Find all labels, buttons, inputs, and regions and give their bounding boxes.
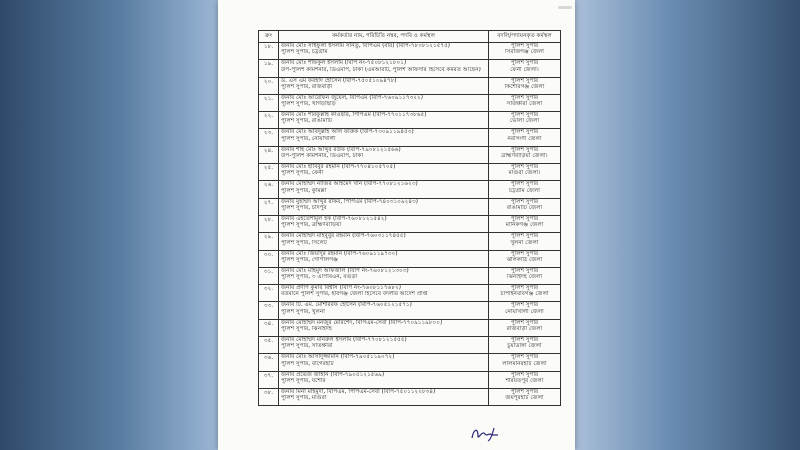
new-post-title: পুলিশ সুপার [510, 129, 539, 136]
new-post-district: চুয়াডাঙ্গা জেলা [507, 343, 542, 350]
new-post-district: শরিয়তপুর জেলা [505, 377, 544, 384]
new-post-title: পুলিশ সুপার [510, 388, 539, 395]
header-posting: বদলি/পদায়নকৃত কর্মস্থল [489, 31, 561, 43]
new-post-district: ব্রাহ্মণবাড়িয়া জেলা। [501, 153, 548, 160]
table-row [259, 354, 561, 371]
row-officer [279, 198, 489, 215]
row-officer [279, 43, 489, 60]
new-post-title: পুলিশ সুপার [510, 94, 539, 101]
document-page [218, 0, 575, 450]
table-row [259, 94, 561, 111]
new-post-title: পুলিশ সুপার [510, 233, 539, 240]
row-serial: ২৪. [259, 146, 279, 163]
table-row [259, 371, 561, 388]
table-row [259, 267, 561, 284]
officer-name: জনাব মোহাম্মদ নাজির আহমেদ খাঁন (বিপি-৭৭০৮১২১৬২৩) [281, 181, 418, 188]
row-serial: ৩৩. [259, 302, 279, 319]
row-officer [279, 77, 489, 94]
row-new-posting [489, 146, 561, 163]
new-post-district: ফেনী জেলা। [510, 66, 539, 73]
row-serial: ৩১. [259, 267, 279, 284]
officer-name: জনাব মোঃ শফিকুল ইসলাম (বিপি নং-৭৫০৮১২১৮০১) [281, 60, 407, 67]
officer-name: জনাব মোঃ আসাদুজ্জামান (বিপি-৭৯০৫১১৯০৭২) [281, 354, 395, 361]
row-new-posting [489, 267, 561, 284]
new-post-title: পুলিশ সুপার [510, 43, 539, 49]
new-post-district: নোয়াখালী জেলা [505, 308, 544, 315]
officer-current-post: উপ-পুলিশ কমিশনার, ডিএমপি, ঢাকা [281, 153, 364, 160]
row-new-posting [489, 285, 561, 302]
new-post-title: পুলিশ সুপার [510, 60, 539, 67]
officer-name: জনাব মোঃ জিয়াদুর রহমান (বিপি-৭৬০৯১১৯৭৩০) [281, 250, 398, 257]
row-officer [279, 112, 489, 129]
officer-current-post: পুলিশ সুপার, খাগড়াছড়ি [281, 101, 336, 108]
row-officer [279, 354, 489, 371]
table-row [259, 129, 561, 146]
row-new-posting [489, 233, 561, 250]
new-post-title: পুলিশ সুপার [510, 215, 539, 222]
row-new-posting [489, 302, 561, 319]
blurred-background-right [575, 0, 800, 450]
row-new-posting [489, 94, 561, 111]
row-new-posting [489, 77, 561, 94]
row-serial: ৩৫. [259, 337, 279, 354]
row-serial: ২০. [259, 77, 279, 94]
new-post-district: নরসিংদী জেলা [507, 135, 542, 142]
handwritten-signature-icon [468, 424, 508, 444]
new-post-title: পুলিশ সুপার [510, 302, 539, 309]
officer-name: জনাব এহতেশামুল হক (বিপি-৭৬০৮১২১৫৪২) [281, 215, 387, 222]
officer-name: জনাব মোঃ সাইফুলা ইসলাম সানতু, বিপিএম (বার) (বিপি-৭৮০৮১২১৫৭৫) [281, 43, 450, 49]
staple-mark [558, 6, 572, 9]
officer-current-post: পুলিশ সুপার, খুলনা [281, 308, 325, 315]
table-row [259, 233, 561, 250]
new-post-district: মানিকগঞ্জ জেলা [505, 222, 544, 229]
row-serial: ৩৭. [259, 371, 279, 388]
new-post-district: জয়পুরহাট জেলা [505, 395, 544, 402]
officer-current-post: পুলিশ সুপার, সিলেট [281, 239, 327, 246]
officer-current-post: পুলিশ সুপার, ব্রাহ্মণবাড়িয়া [281, 222, 342, 229]
officer-current-post: পুলিশ সুপার, রাজবাড়ী [281, 83, 333, 90]
new-post-title: পুলিশ সুপার [510, 285, 539, 292]
officer-name: জনাব মোঃ মাহমুদ আফজাল (বিপি নং-৭৬০৮১২১৩০৩) [281, 267, 409, 274]
row-new-posting [489, 250, 561, 267]
table-row [259, 43, 561, 60]
table-row [259, 319, 561, 336]
table-header-row [259, 31, 561, 43]
row-officer [279, 181, 489, 198]
officer-current-post: পুলিশ সুপার, ৩ এপিবিএন, বগুড়া [281, 274, 358, 281]
row-officer [279, 337, 489, 354]
row-officer [279, 250, 489, 267]
row-serial: ১৯. [259, 60, 279, 77]
row-serial: ৩৬. [259, 354, 279, 371]
officer-name: জনাব মুহাম্মদ আব্দুর রকিব, পিপিএম (বিপি-৭৪০৩১০৯২৪৩) [281, 198, 418, 205]
blurred-background-left [0, 0, 220, 450]
row-serial: ২৩. [259, 129, 279, 146]
row-officer [279, 285, 489, 302]
row-new-posting [489, 60, 561, 77]
table-row [259, 337, 561, 354]
row-new-posting [489, 354, 561, 371]
officer-name: জনাব প্রভেজ জাহান (বিপি-৭৯০৫১২১৫৬৯) [281, 371, 385, 378]
row-officer [279, 60, 489, 77]
new-post-title: পুলিশ সুপার [510, 250, 539, 257]
table-row [259, 146, 561, 163]
officer-name: ড. এস এম ফরহাদ হোসেন (বিপি-৭৫০৫১০৯৪৭৮) [281, 77, 397, 84]
row-new-posting [489, 319, 561, 336]
row-serial: ৩৮. [259, 388, 279, 405]
row-serial: ২৫. [259, 164, 279, 181]
row-serial: ২৯. [259, 233, 279, 250]
new-post-district: সিরাজগঞ্জ জেলা [505, 49, 544, 56]
new-post-title: পুলিশ সুপার [510, 112, 539, 119]
row-serial: ২২. [259, 112, 279, 129]
officer-name: জনাব টি. এম. মোশাররফ হোসেন (বিপি-৭৬০৫১২১৫৭১) [281, 302, 412, 309]
new-post-title: পুলিশ সুপার [510, 354, 539, 361]
officer-current-post: পুলিশ সুপার, ফেনী [281, 170, 324, 177]
new-post-title: পুলিশ সুপার [510, 77, 539, 84]
officer-name: জনাব মোঃ হাবিবুর রহমান (বিপি-৭৭০৪১০৫৭০৫) [281, 164, 396, 171]
officer-current-post: পুলিশ সুপার, রাঙামাটি [281, 118, 333, 125]
row-officer [279, 302, 489, 319]
new-post-district: রাঙামাটি জেলা [506, 204, 543, 211]
table-row [259, 77, 561, 94]
row-serial: ২৮. [259, 215, 279, 232]
row-officer [279, 146, 489, 163]
new-post-district: মাগুরা জেলা। [508, 170, 541, 177]
new-post-district: চট্টগ্রাম জেলা [509, 187, 540, 194]
new-post-district: কিশোরগঞ্জ জেলা [504, 83, 545, 90]
new-post-district: ঝিনাইদহ জেলা [506, 274, 542, 281]
officer-name: জনাব মোঃ আবদুল্লাহ আল ফারুক (বিপি-৭৩০৯১১৯৪৫৩) [281, 129, 414, 136]
row-officer [279, 233, 489, 250]
officer-name: জনাব মিনা মাহমুদা, বিপিএম, পিপিএম-সেবা (বিপি-৭৫০১১২২৮৩৪) [281, 388, 436, 395]
table-row [259, 215, 561, 232]
row-new-posting [489, 129, 561, 146]
new-post-district: চাঁপাইনবাবগঞ্জ জেলা [500, 291, 549, 298]
new-post-title: পুলিশ সুপার [510, 146, 539, 153]
row-officer [279, 371, 489, 388]
new-post-district: ঝালকাঠি জেলা [506, 256, 543, 263]
officer-name: জনাব মোহাম্মদ মাহবুবুর রহমান (বিপি-৭৬০৩১১৭৪৫৫) [281, 233, 406, 240]
table-row [259, 388, 561, 405]
table-row [259, 112, 561, 129]
row-new-posting [489, 164, 561, 181]
row-officer [279, 129, 489, 146]
officer-current-post: পুলিশ সুপার, বাগেরহাট [281, 360, 334, 367]
row-officer [279, 267, 489, 284]
officer-name: জনাব মোঃ শরিফুল্লাহ কাওছার, পিপিএম (বিপি-৭৭০১১৭৩৮৬৫) [281, 112, 427, 119]
row-serial: ৩৪. [259, 319, 279, 336]
transfer-table [258, 30, 561, 406]
row-serial: ৩০. [259, 250, 279, 267]
new-post-title: পুলিশ সুপার [510, 164, 539, 171]
new-post-district: ভোলা জেলা [509, 118, 540, 125]
officer-current-post: পুলিশ সুপার, গোপালগঞ্জ [281, 256, 338, 263]
table-row [259, 302, 561, 319]
officer-current-post: পুলিশ সুপার, ঝিনাইদহ [281, 326, 332, 333]
row-officer [279, 215, 489, 232]
officer-current-post: উপ-পুলিশ কমিশনার, ডিএমপি, ঢাকা (এমআরটি, পুলিশ অফিসার হিসেবে কর্মরত আছেন) [281, 66, 481, 73]
new-post-title: পুলিশ সুপার [510, 267, 539, 274]
new-post-title: পুলিশ সুপার [510, 319, 539, 326]
new-post-title: পুলিশ সুপার [510, 181, 539, 188]
new-post-title: পুলিশ সুপার [510, 371, 539, 378]
header-officer: কর্মকর্তার নাম, পরিচিতি নম্বর, পদবি ও কর্মস্থল [279, 31, 489, 43]
row-new-posting [489, 337, 561, 354]
row-serial: ২৭. [259, 198, 279, 215]
officer-name: জনাব মোহাম্মদ মনজুর মোরশেদ, বিপিএম-সেবা (বিপি-৭৭০৯১১৯৮০০) [281, 319, 443, 326]
table-row [259, 285, 561, 302]
row-officer [279, 319, 489, 336]
officer-name: জনাব মোহাম্মদ মনিরুল ইসলাম (বিপি-৭৭০৮১২১৫৫৫) [281, 337, 407, 344]
row-officer [279, 94, 489, 111]
officer-current-post: পুলিশ সুপার, চট্টগ্রাম [281, 49, 328, 56]
officer-name: জনাব মোঃ আরেফিন জুয়েল, বিপিএম (বিপি-৭৬০৯১১৭৩২২) [281, 94, 423, 101]
row-serial: ১৮. [259, 43, 279, 60]
row-serial: ২১. [259, 94, 279, 111]
row-serial: ৩২. [259, 285, 279, 302]
row-officer [279, 164, 489, 181]
row-new-posting [489, 388, 561, 405]
officer-name: জনাব শাহ মোঃ আব্দুর রউফ (বিপি-৭৯০৮১২১৫৬৬) [281, 146, 401, 153]
new-post-district: লালমনিরহাট জেলা [502, 360, 547, 367]
row-new-posting [489, 181, 561, 198]
new-post-district: রাজবাড়ী জেলা [506, 326, 543, 333]
table-row [259, 198, 561, 215]
row-new-posting [489, 198, 561, 215]
new-post-district: খুলনা জেলা [510, 239, 539, 246]
new-post-title: পুলিশ সুপার [510, 337, 539, 344]
table-row [259, 164, 561, 181]
officer-current-post: পুলিশ সুপার, সাতক্ষীরা [281, 343, 333, 350]
new-post-district: সাতক্ষীরা জেলা [506, 101, 543, 108]
table-row [259, 181, 561, 198]
new-post-title: পুলিশ সুপার [510, 198, 539, 205]
table-row [259, 250, 561, 267]
row-new-posting [489, 371, 561, 388]
row-new-posting [489, 215, 561, 232]
row-officer [279, 388, 489, 405]
row-new-posting [489, 43, 561, 60]
officer-name: জনাব প্রদীপ কুমার বিশ্বাস (বিপি নং-৭৬০৮১১৭৬৮২) [281, 285, 401, 292]
header-serial: ক্রং [259, 31, 279, 43]
row-new-posting [489, 112, 561, 129]
officer-current-post: পুলিশ সুপার, চাঁদপুর [281, 204, 327, 211]
row-serial: ২৬. [259, 181, 279, 198]
officer-current-post: বর্তমানে পুলিশ সুপার, হবিগঞ্জ জেলা হিসেবে বদলীর আদেশ প্রাপ্ত [281, 291, 428, 298]
table-row [259, 60, 561, 77]
officer-current-post: পুলিশ সুপার, নোয়াখালী [281, 135, 336, 142]
officer-current-post: পুলিশ সুপার, কুমিল্লা [281, 187, 327, 194]
officer-current-post: পুলিশ সুপার, মাগুরা [281, 395, 327, 402]
officer-current-post: পুলিশ সুপার, যশোর [281, 377, 326, 384]
